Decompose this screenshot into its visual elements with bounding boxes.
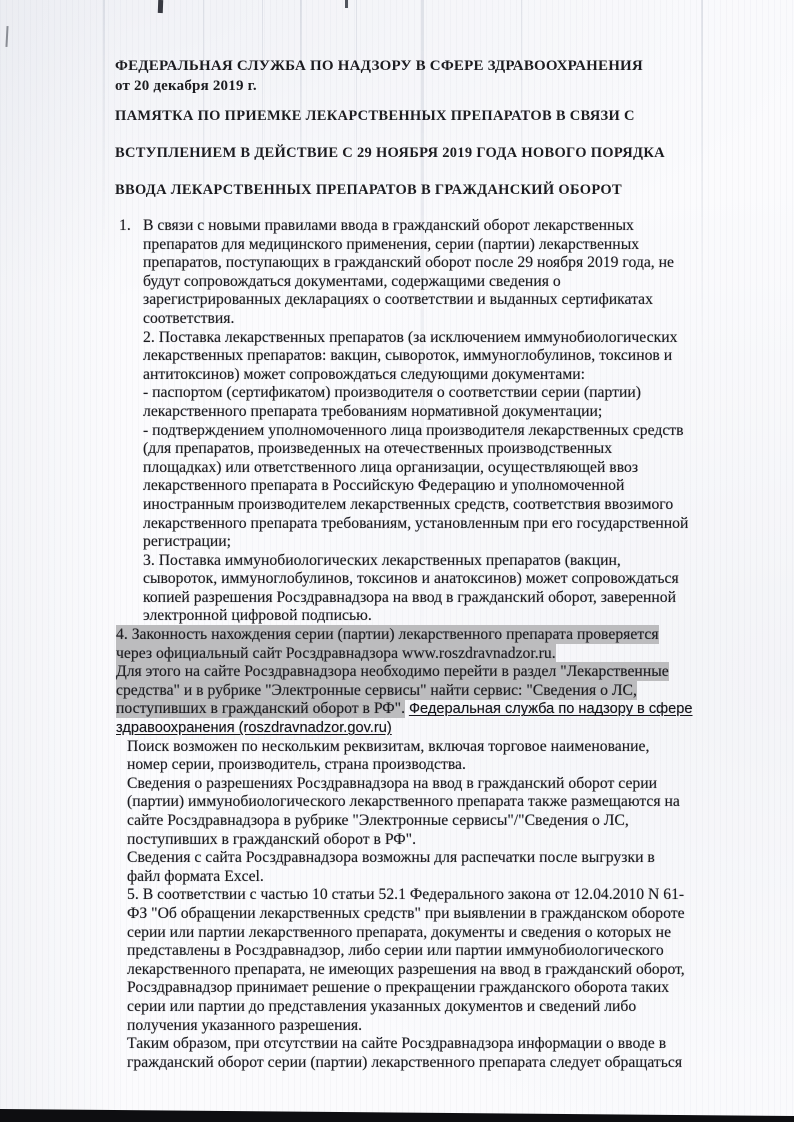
hyperlink-roszdravnadzor[interactable]: Федеральная служба по надзору в сфере здравоохранения (roszdravnadzor.gov.ru)	[116, 701, 693, 737]
paragraph-item-5: 5. В соответствии с частью 10 статьи 52.1 Федерального закона от 12.04.2010 N 61-ФЗ "Об обращении лекарственных средств" при выявлении в гражданском обороте серии или партии лекарственного препарата, документы и сведения о которых не представлены в Росздравнадзор, либо серии или партии иммунобиологического лекарственного препарата, не имеющих разрешения на ввод в гражданский оборот, Росздравнадзор принимает решение о прекращении гражданского оборота таких серии или партии до представления указанных документов и сведений либо получения указанного разрешения.	[127, 886, 685, 1034]
paragraph-item-4-highlighted	[116, 626, 696, 663]
paragraph-immunobiological-info: Сведения о разрешениях Росздравнадзора на ввод в гражданский оборот серии (партии) иммунобиологического лекарственного препарата также размещаются на сайте Росздравнадзора в рубрике "Электронные сервисы"/"Сведения о ЛС, поступивших в гражданский оборот в РФ".	[127, 774, 680, 848]
header-org-name: ФЕДЕРАЛЬНАЯ СЛУЖБА ПО НАДЗОРУ В СФЕРЕ ЗДРАВООХРАНЕНИЯ	[115, 58, 643, 74]
scan-bottom-edge	[0, 1106, 794, 1122]
paragraph-item-3: 3. Поставка иммунобиологических лекарственных препаратов (вакцин, сывороток, иммуноглобулинов, токсинов и анатоксинов) может сопровождаться копией разрешения Росздравнадзора на ввод в гражданский оборот, заверенной электронной цифровой подписью.	[143, 551, 679, 625]
body-section-highlighted	[116, 626, 696, 738]
body-section-3	[127, 738, 687, 1073]
doc-title-line-2: ВСТУПЛЕНИЕМ В ДЕЙСТВИЕ С 29 НОЯБРЯ 2019 ГОДА НОВОГО ПОРЯДКА	[115, 145, 665, 161]
paragraph-item-2: 2. Поставка лекарственных препаратов (за исключением иммунобиологических лекарственных препаратов: вакцин, сывороток, иммуноглобулинов, токсинов и антитоксинов) может сопровождаться следующими документами:	[143, 328, 678, 383]
paragraph-excel: Сведения с сайта Росздравнадзора возможны для распечатки после выгрузки в файл формата Excel.	[127, 849, 655, 885]
document-header	[115, 56, 794, 96]
paragraph-instructions-highlighted	[116, 663, 696, 737]
document-body	[116, 217, 794, 1072]
paragraph-confirmation-bullet: - подтверждением уполномоченного лица производителя лекарственных средств (для препаратов, произведенных на отечественных производственных площадках) или ответственного лица организации, осуществляющей ввоз лекарственного препарата в Российскую Федерацию и уполномоченной иностранным производителем лекарственных средств, соответствия ввозимого лекарственного препарата требованиям, установленным при его государственной регистрации;	[143, 421, 689, 551]
highlighted-text-1: 4. Законность нахождения серии (партии) лекарственного препарата проверяется через официальный сайт Росздравнадзора www.roszdravnadzor.ru.	[116, 626, 659, 662]
header-date: от 20 декабря 2019 г.	[115, 78, 257, 94]
list-marker-1: 1.	[119, 217, 131, 234]
body-section-1	[119, 217, 691, 626]
document-title	[115, 106, 794, 200]
doc-title-line-3: ВВОДА ЛЕКАРСТВЕННЫХ ПРЕПАРАТОВ В ГРАЖДАНСКИЙ ОБОРОТ	[115, 182, 622, 198]
doc-title-line-1: ПАМЯТКА ПО ПРИЕМКЕ ЛЕКАРСТВЕННЫХ ПРЕПАРАТОВ В СВЯЗИ С	[115, 108, 635, 124]
paragraph-conclusion: Таким образом, при отсутствии на сайте Росздравнадзора информации о вводе в гражданский оборот серии (партии) лекарственного препарата следует обращаться	[127, 1035, 683, 1071]
highlighted-text-2: Для этого на сайте Росздравнадзора необходимо перейти в раздел "Лекарственные средства" и в рубрике "Электронные сервисы" найти сервис: "Сведения о ЛС, поступивших в гражданский оборот в РФ".	[116, 663, 669, 718]
paragraph-item-1: В связи с новыми правилами ввода в гражданский оборот лекарственных препаратов для медицинского применения, серии (партии) лекарственных препаратов, поступающих в гражданский оборот после 29 ноября 2019 года, не будут сопровождаться документами, содержащими сведения о зарегистрированных декларациях о соответствии и выданных сертификатах соответствия.	[143, 217, 674, 327]
paragraph-passport-bullet: - паспортом (сертификатом) производителя о соответствии серии (партии) лекарственного препарата требованиям нормативной документации;	[143, 384, 641, 420]
paragraph-search: Поиск возможен по нескольким реквизитам, включая торговое наименование, номер серии, производитель, страна производства.	[127, 737, 650, 774]
